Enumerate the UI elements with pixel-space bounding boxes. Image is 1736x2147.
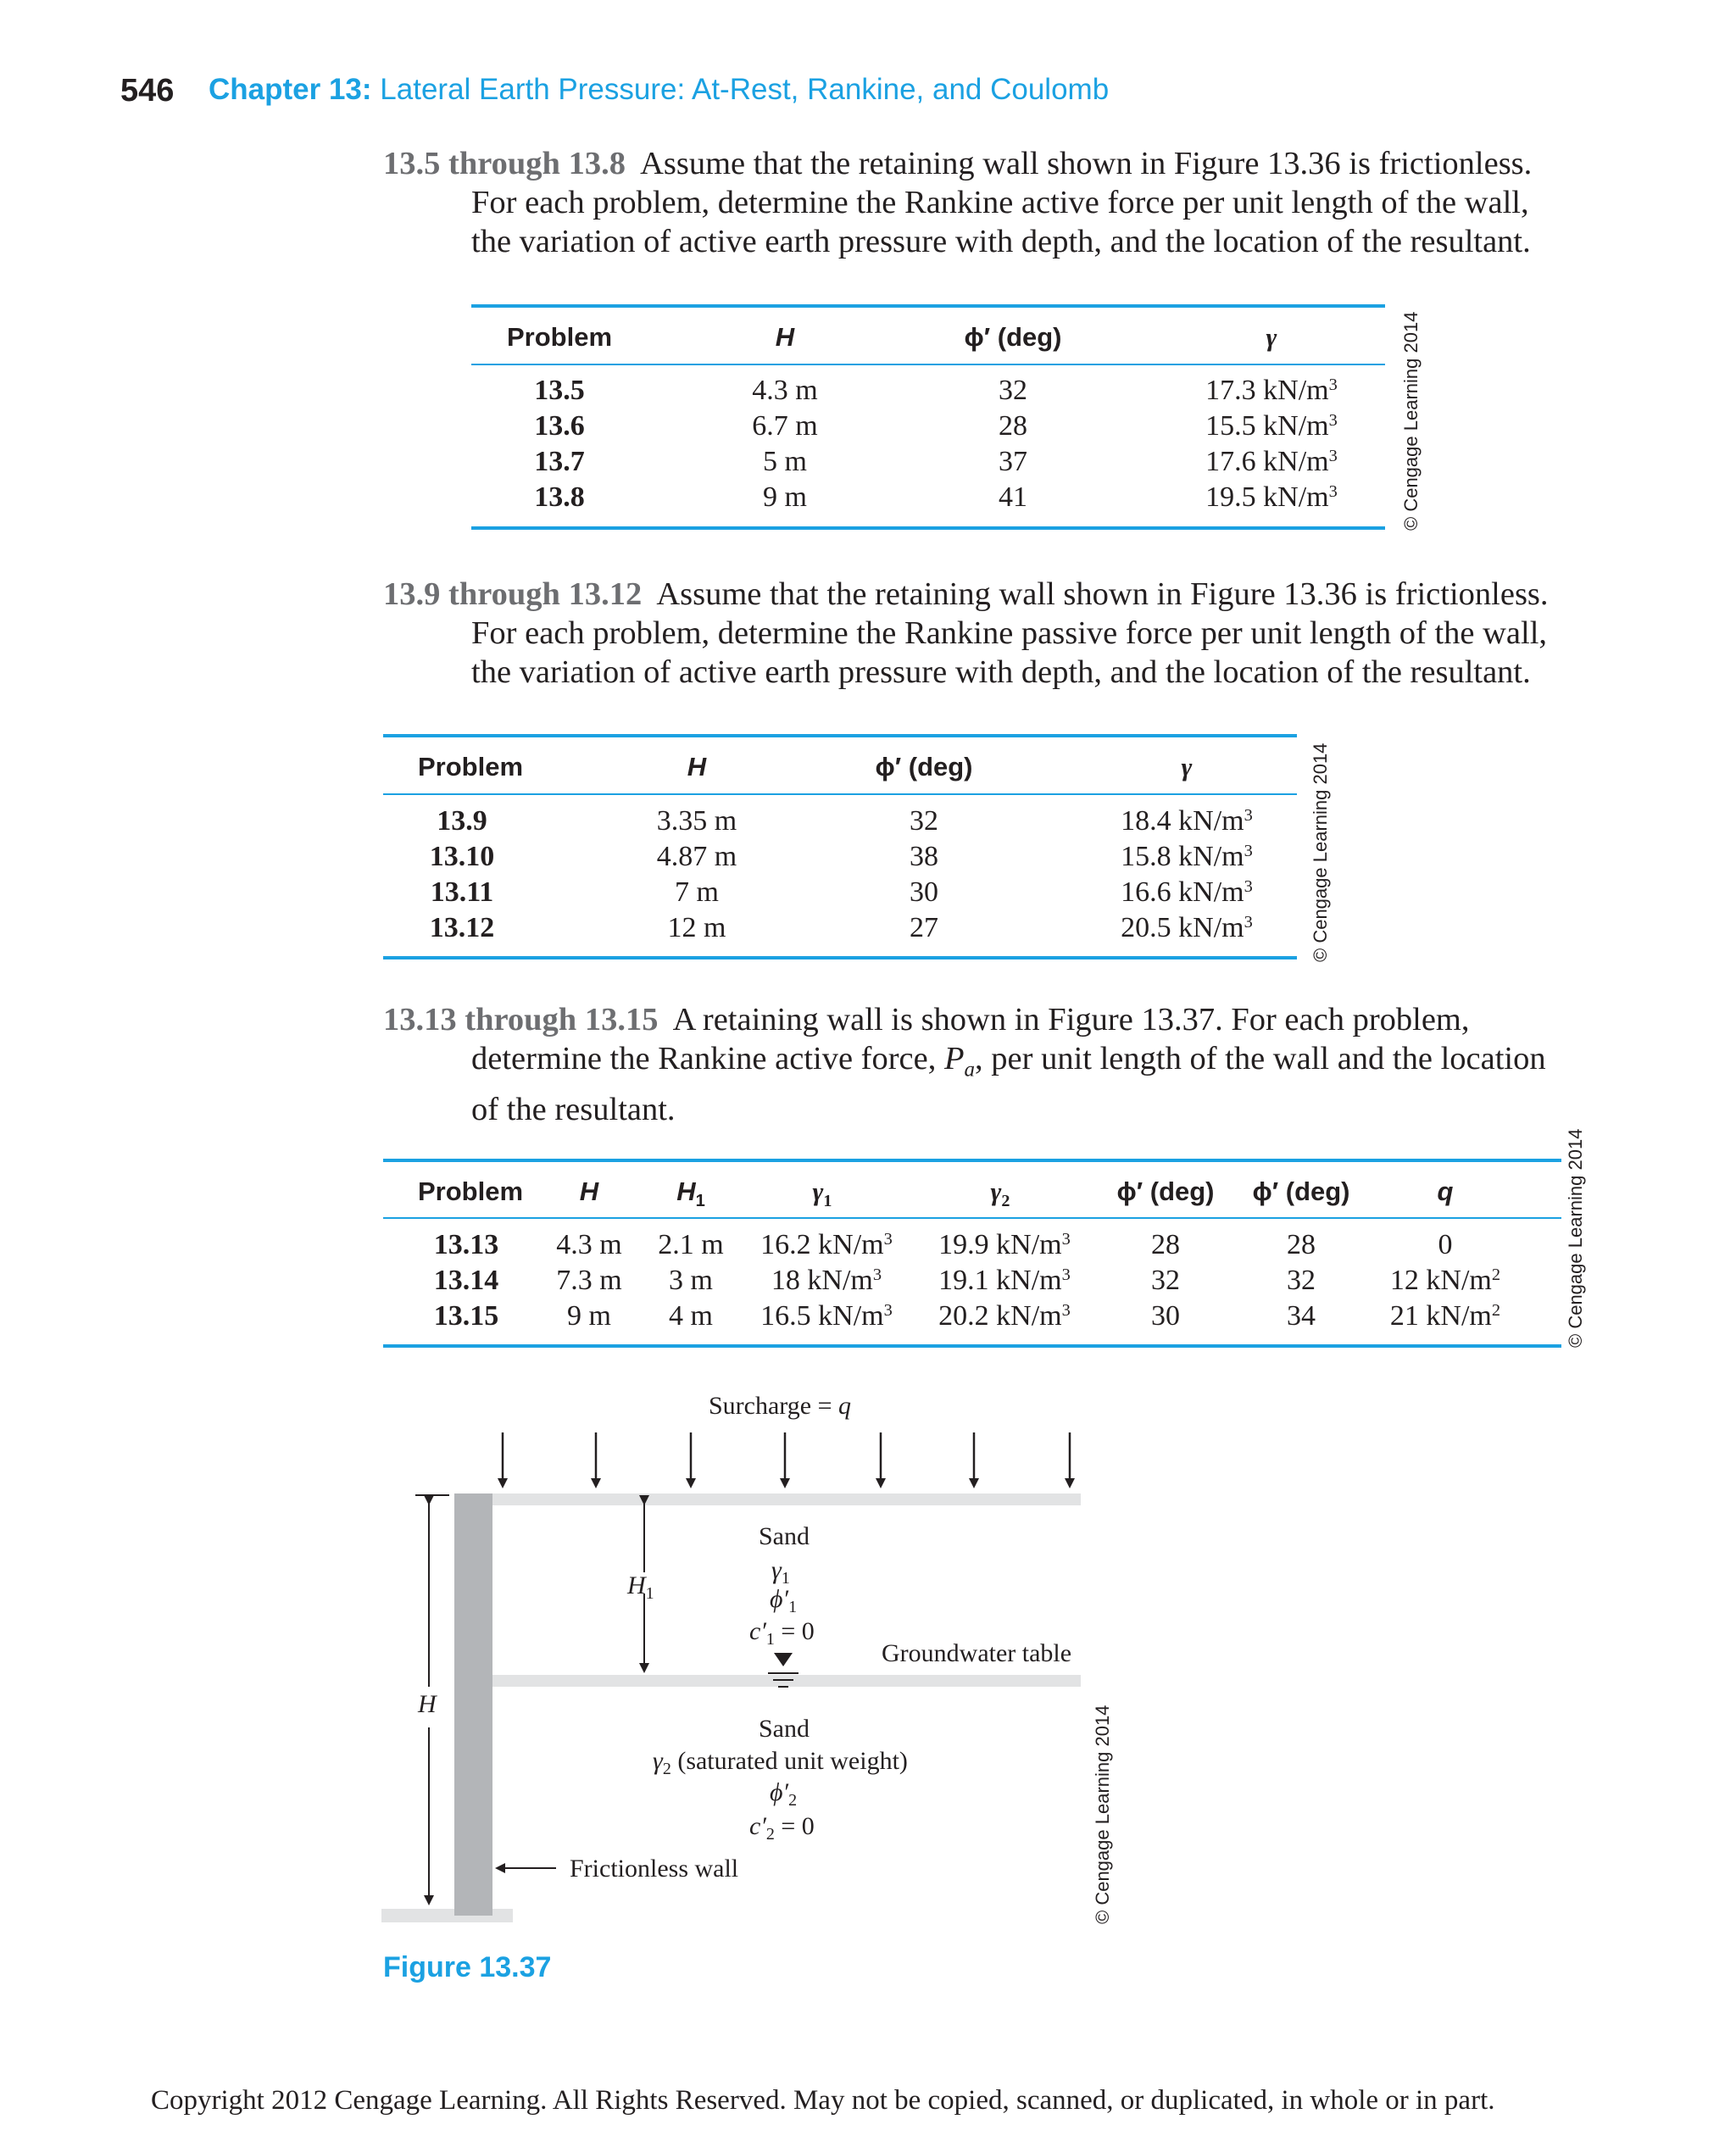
table-cell: 13.15: [433, 1300, 499, 1332]
table-cell: 38: [910, 841, 938, 872]
table-cell: 7 m: [675, 876, 719, 908]
problem-13-13-to-13-15: [383, 1000, 1561, 1129]
table-cell: 3 m: [669, 1265, 713, 1296]
table-cell: 4.3 m: [556, 1229, 622, 1260]
table-cell: 4 m: [669, 1300, 713, 1332]
column-header: $\gamma_2$: [990, 1176, 1010, 1211]
surcharge-arrows: [503, 1432, 1070, 1483]
table-cell: 32: [999, 375, 1027, 406]
sand-label-top: Sand: [759, 1522, 810, 1550]
table-cell: 13.10: [429, 841, 495, 872]
table-cell: 20.5 $kN/m^3$: [1121, 912, 1253, 943]
figure-13-37-retaining-wall-diagram: [0, 1373, 1187, 1950]
table-cell: 34: [1287, 1300, 1316, 1332]
table-cell: 18 $kN/m^3$: [771, 1265, 882, 1296]
column-header: ϕ′ (deg): [1116, 1176, 1215, 1206]
table-cell: 20.2 $kN/m^3$: [938, 1300, 1071, 1332]
problem-text: of the resultant.: [471, 1091, 676, 1127]
table-bottom-rule: [383, 1344, 1561, 1348]
table-cell: 4.3 m: [752, 375, 818, 406]
copyright-footer: Copyright 2012 Cengage Learning. All Rights Reserved. May not be copied, scanned, or duplicated, in whole or in part.: [151, 2085, 1495, 2116]
table-cell: 13.6: [534, 410, 585, 442]
table-cell: 17.3 $kN/m^3$: [1205, 375, 1338, 406]
table-top-rule: [383, 734, 1297, 737]
table-cell: 19.9 $kN/m^3$: [938, 1229, 1071, 1260]
problem-text: the variation of active earth pressure with depth, and the location of the resultant.: [471, 654, 1531, 690]
problem-text: For each problem, determine the Rankine passive force per unit length of the wall,: [471, 615, 1548, 651]
column-header: H: [579, 1176, 599, 1206]
problem-text: For each problem, determine the Rankine active force per unit length of the wall,: [471, 185, 1529, 220]
problem-text: Assume that the retaining wall shown in Figure 13.36 is frictionless.: [656, 576, 1549, 612]
table-cell: 4.87 m: [656, 841, 737, 872]
surcharge-label: Surcharge = q: [709, 1392, 851, 1420]
frictionless-wall-label: Frictionless wall: [570, 1855, 739, 1883]
column-header: Problem: [506, 322, 613, 352]
table-cell: 13.8: [534, 481, 585, 513]
chapter-title: Lateral Earth Pressure: At-Rest, Rankine, and Coulomb: [380, 73, 1110, 106]
groundwater-table-label: Groundwater table: [882, 1639, 1072, 1667]
table-cell: 13.12: [429, 912, 495, 943]
problem-13-5-to-13-8: [383, 144, 1561, 261]
table-cell: 32: [1287, 1265, 1316, 1296]
column-header: $\gamma_1$: [812, 1176, 832, 1211]
column-header: γ: [1266, 322, 1277, 352]
table-cell: 19.5 $kN/m^3$: [1205, 481, 1338, 513]
column-header: H: [687, 752, 707, 781]
table-cell: 37: [999, 446, 1027, 477]
table-cell: 15.5 $kN/m^3$: [1205, 410, 1338, 442]
table-cell: 6.7 m: [752, 410, 818, 442]
height-label: H: [418, 1690, 437, 1718]
table-cell: 16.6 $kN/m^3$: [1121, 876, 1253, 908]
c1-label: $c'_1 = 0$: [749, 1617, 815, 1649]
table-cell: 21 $kN/m^2$: [1389, 1300, 1501, 1332]
page-number: 546: [120, 73, 175, 108]
figure-caption: Figure 13.37: [383, 1951, 552, 1983]
copyright-credit: © Cengage Learning 2014: [1310, 743, 1331, 962]
problem-text: the variation of active earth pressure with depth, and the location of the resultant.: [471, 224, 1531, 259]
table-cell: 12 m: [667, 912, 726, 943]
chapter-heading: [209, 73, 1109, 107]
problem-13-9-to-13-12: [383, 575, 1561, 692]
table-bottom-rule: [471, 526, 1385, 530]
table-cell: 28: [1151, 1229, 1180, 1260]
table-cell: 18.4 $kN/m^3$: [1121, 805, 1253, 837]
problem-lead: 13.13 through 13.15: [383, 1002, 659, 1037]
column-header: ϕ′ (deg): [964, 322, 1062, 352]
column-header: Problem: [417, 1176, 524, 1206]
table-cell: 13.9: [437, 805, 487, 837]
column-header: Problem: [417, 752, 524, 781]
table-cell: 13.13: [433, 1229, 499, 1260]
table-cell: 28: [1287, 1229, 1316, 1260]
problem-lead: 13.5 through 13.8: [383, 146, 626, 181]
copyright-credit: © Cengage Learning 2014: [1400, 311, 1422, 531]
backfill-ground-surface: [475, 1493, 1081, 1505]
copyright-credit: © Cengage Learning 2014: [1565, 1128, 1586, 1348]
table-cell: 19.1 $kN/m^3$: [938, 1265, 1071, 1296]
base-ground: [381, 1909, 513, 1922]
table-cell: 0: [1438, 1229, 1453, 1260]
table-cell: 30: [910, 876, 938, 908]
table-cell: 27: [910, 912, 938, 943]
table-cell: 41: [999, 481, 1027, 513]
table-top-rule: [383, 1159, 1561, 1162]
phi2-label: $\phi'_2$: [770, 1778, 798, 1810]
copyright-credit: © Cengage Learning 2014: [1092, 1705, 1113, 1924]
table-cell: 5 m: [763, 446, 807, 477]
problem-lead: 13.9 through 13.12: [383, 576, 643, 612]
table-header-rule: [383, 793, 1297, 795]
column-header: H: [775, 322, 795, 352]
table-header-rule: [471, 364, 1385, 365]
problem-text: Assume that the retaining wall shown in Figure 13.36 is frictionless.: [640, 146, 1533, 181]
phi1-label: $\phi'_1$: [770, 1585, 798, 1616]
table-cell: 9 m: [567, 1300, 611, 1332]
table-cell: 7.3 m: [556, 1265, 622, 1296]
table-cell: 13.11: [430, 876, 494, 908]
table-cell: 13.7: [534, 446, 585, 477]
c2-label: $c'_2 = 0$: [749, 1812, 815, 1844]
gamma1-label: $\gamma_1$: [771, 1556, 790, 1588]
column-header: γ: [1181, 752, 1193, 781]
table-cell: 32: [1151, 1265, 1180, 1296]
table-cell: 13.14: [433, 1265, 499, 1296]
table-cell: 30: [1151, 1300, 1180, 1332]
column-header: q: [1437, 1176, 1454, 1206]
column-header: $H_1$: [676, 1176, 705, 1211]
problem-text: determine the Rankine active force, $P_a$, per unit length of the wall and the location: [471, 1041, 1546, 1082]
table-cell: 9 m: [763, 481, 807, 513]
table-bottom-rule: [383, 956, 1297, 959]
table-cell: 12 $kN/m^2$: [1389, 1265, 1501, 1296]
table-cell: 13.5: [534, 375, 585, 406]
table-top-rule: [471, 304, 1385, 308]
table-cell: 28: [999, 410, 1027, 442]
table-cell: 17.6 $kN/m^3$: [1205, 446, 1338, 477]
column-header: ϕ′ (deg): [1252, 1176, 1350, 1206]
chapter-label: Chapter 13:: [209, 73, 372, 106]
table-header-rule: [383, 1217, 1561, 1219]
table-cell: 15.8 $kN/m^3$: [1121, 841, 1253, 872]
table-cell: 16.5 $kN/m^3$: [760, 1300, 893, 1332]
table-cell: 32: [910, 805, 938, 837]
gamma2-label: $\gamma_2$ (saturated unit weight): [653, 1747, 908, 1778]
sand-label-bottom: Sand: [759, 1715, 810, 1743]
table-cell: 16.2 $kN/m^3$: [760, 1229, 893, 1260]
h1-label: $H_1$: [627, 1571, 654, 1603]
frictionless-wall: [454, 1493, 492, 1916]
table-cell: 2.1 m: [658, 1229, 724, 1260]
table-cell: 3.35 m: [656, 805, 737, 837]
problem-text: A retaining wall is shown in Figure 13.37. For each problem,: [672, 1002, 1470, 1037]
column-header: ϕ′ (deg): [875, 752, 973, 781]
